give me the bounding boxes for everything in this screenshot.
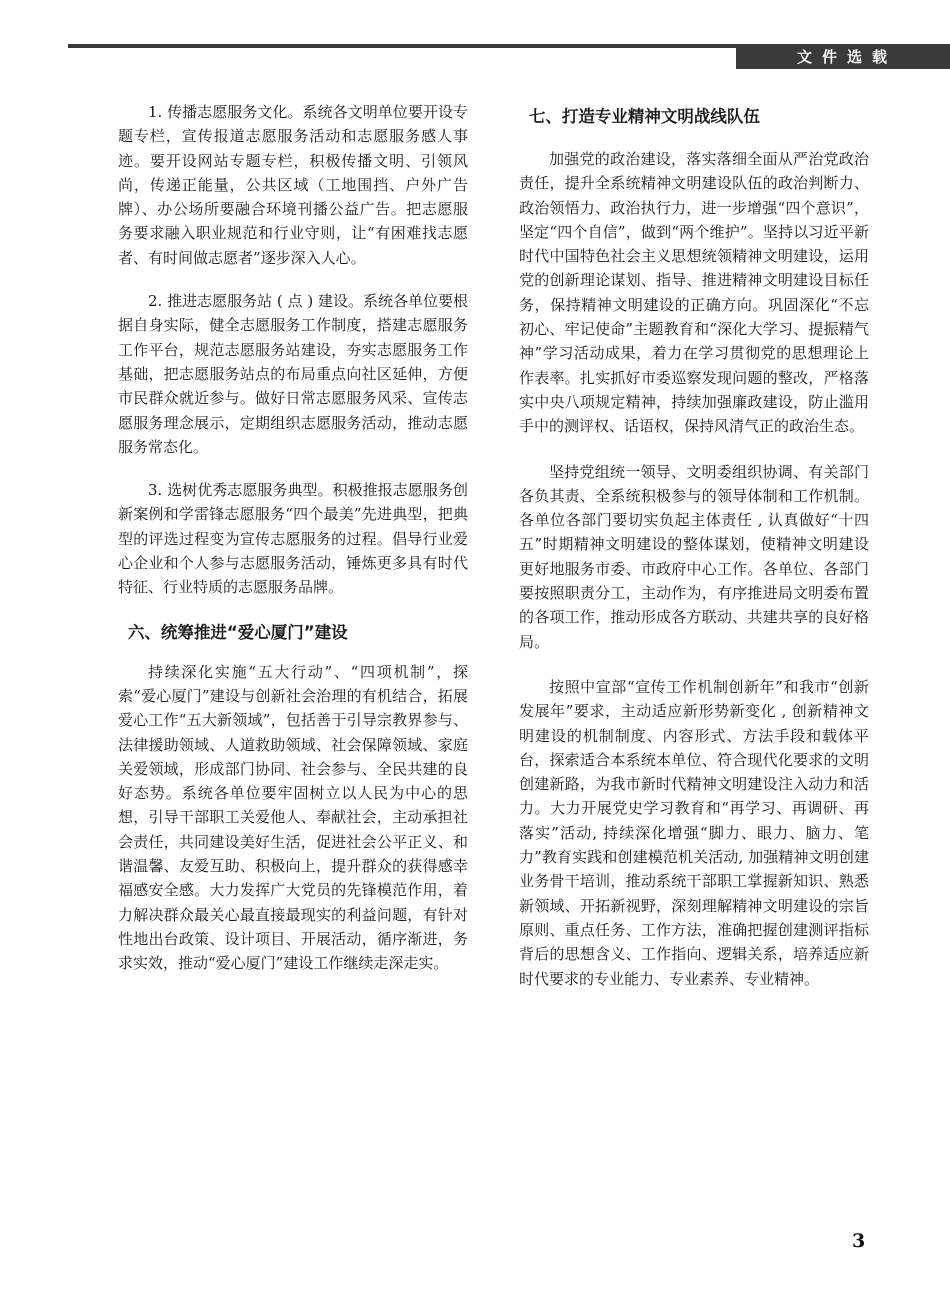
paragraph: 按照中宣部“宣传工作机制创新年”和我市“创新发展年”要求，主动适应新形势新变化 , 创新精神文明建设的机制制度、内容形式、方法手段和载体平台，探索适合本系统本单位、符合现代化要求的文明创建新路，为我市新时代精神文明建设注入动力和活力。大力开展党史学习教育和“再学习、再调研、再落实”活动, 持续深化增强“脚力、眼力、脑力、笔力”教育实践和创建模范机关活动, 加强精神文明创建业务骨干培训，推动系统干部职工掌握新知识、熟悉新领域、开拓新视野，深刻理解精神文明建设的宗旨原则、重点任务、工作方法，准确把握创建测评指标背后的思想含义、工作指向、逻辑关系，培养适应新时代要求的专业能力、专业素养、专业精神。	[519, 677, 869, 988]
left-column	[118, 100, 468, 976]
section-heading: 六、统筹推进“爱心厦门”建设	[127, 622, 348, 642]
paragraph: 坚持党组统一领导、文明委组织协调、有关部门各负其责、全系统积极参与的领导体制和工作机制。各单位各部门要切实负起主体责任 , 认真做好“十四五”时期精神文明建设的整体谋划，使精神文明建设更好地服务市委、市政府中心工作。各单位、各部门要按照职责分工，主动作为，有序推进局文明委布置的各项工作，推动形成各方联动、共建共享的良好格局。	[519, 462, 869, 651]
section-label: 文件选载	[736, 44, 950, 69]
paragraph: 持续深化实施“五大行动”、“四项机制”，探索“爱心厦门”建设与创新社会治理的有机结合，拓展爱心工作“五大新领域”，包括善于引导宗教界参与、法律援助领域、人道救助领域、社会保障领域、家庭关爱领域，形成部门协同、社会参与、全民共建的良好态势。系统各单位要牢固树立以人民为中心的思想，引导干部职工关爱他人、奉献社会，主动承担社会责任，共同建设美好生活，促进社会公平正义、和谐温馨、友爱互助、积极向上，提升群众的获得感幸福感安全感。大力发挥广大党员的先锋模范作用，着力解决群众最关心最直接最现实的利益问题，有针对性地出台政策、设计项目、开展活动，循序渐进，务求实效，推动“爱心厦门”建设工作继续走深走实。	[118, 662, 468, 973]
page-number: 3	[852, 1230, 866, 1252]
paragraph: 2. 推进志愿服务站 ( 点 ) 建设。系统各单位要根据自身实际，健全志愿服务工作制度，搭建志愿服务工作平台，规范志愿服务站建设，夯实志愿服务工作基础，把志愿服务站点的布局重点向社区延伸，方便市民群众就近参与。做好日常志愿服务风采、宣传志愿服务理念展示，定期组织志愿服务活动，推动志愿服务常态化。	[118, 292, 468, 456]
paragraph: 1. 传播志愿服务文化。系统各文明单位要开设专题专栏，宣传报道志愿服务活动和志愿服务感人事迹。要开设网站专题专栏，积极传播文明、引领风尚，传递正能量，公共区域（工地围挡、户外广告牌）、办公场所要融合环境刊播公益广告。把志愿服务要求融入职业规范和行业守则，让“有困难找志愿者、有时间做志愿者”逐步深入人心。	[118, 103, 468, 267]
paragraph: 3. 选树优秀志愿服务典型。积极推报志愿服务创新案例和学雷锋志愿服务“四个最美”先进典型，把典型的评选过程变为宣传志愿服务的过程。倡导行业爱心企业和个人参与志愿服务活动，锤炼更多具有时代特征、行业特质的志愿服务品牌。	[118, 481, 468, 597]
right-column	[519, 100, 869, 991]
section-heading: 七、打造专业精神文明战线队伍	[528, 107, 760, 126]
paragraph: 加强党的政治建设，落实落细全面从严治党政治责任，提升全系统精神文明建设队伍的政治判断力、政治领悟力、政治执行力，进一步增强“四个意识”，坚定“四个自信”，做到“两个维护”。坚持以习近平新时代中国特色社会主义思想统领精神文明建设，运用党的创新理论谋划、指导、推进精神文明建设目标任务，保持精神文明建设的正确方向。巩固深化“不忘初心、牢记使命”主题教育和“深化大学习、提振精气神”学习活动成果，着力在学习贯彻党的思想理论上作表率。扎实抓好市委巡察发现问题的整改，严格落实中央八项规定精神，持续加强廉政建设，防止滥用手中的测评权、话语权，保持风清气正的政治生态。	[519, 150, 869, 436]
